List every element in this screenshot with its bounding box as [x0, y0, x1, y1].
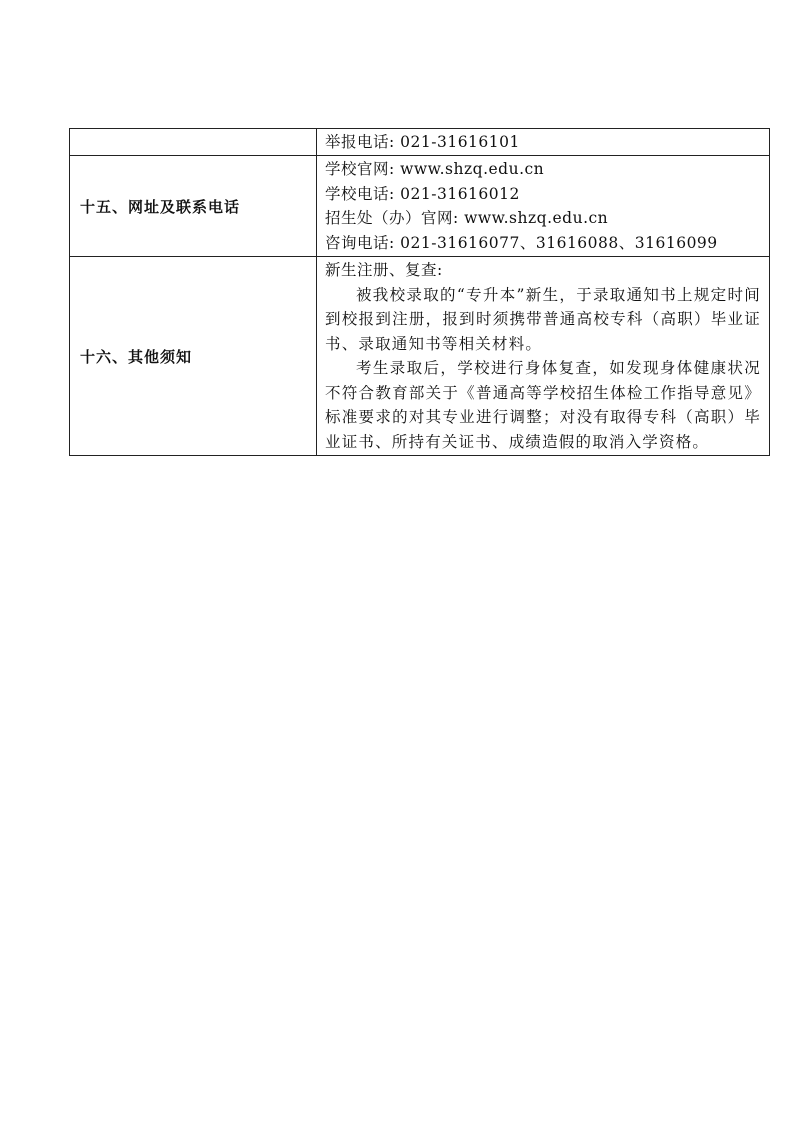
contact-content-cell — [317, 156, 770, 257]
notice-content-cell — [317, 257, 770, 456]
table-row-report — [70, 129, 770, 156]
admission-office-website-line: 招生处（办）官网: www.shzq.edu.cn — [325, 209, 609, 227]
notice-heading: 新生注册、复查: — [325, 261, 443, 279]
consultation-phone-line: 咨询电话: 021-31616077、31616088、31616099 — [325, 233, 718, 252]
report-content-cell — [317, 129, 770, 156]
report-phone: 举报电话: 021-31616101 — [325, 132, 520, 151]
contact-label: 十五、网址及联系电话 — [70, 156, 317, 257]
table-row-notice — [70, 257, 770, 456]
report-label-cell — [70, 129, 317, 156]
table-row-contact — [70, 156, 770, 257]
registration-paragraph: 被我校录取的“专升本”新生，于录取通知书上规定时间到校报到注册，报到时须携带普通高校专科（高职）毕业证书、录取通知书等相关材料。 — [325, 285, 761, 353]
notice-label: 十六、其他须知 — [70, 257, 317, 456]
admission-info-table — [69, 128, 770, 456]
school-phone-line: 学校电话: 021-31616012 — [325, 184, 520, 203]
school-website-line: 学校官网: www.shzq.edu.cn — [325, 160, 545, 178]
health-check-paragraph: 考生录取后，学校进行身体复查，如发现身体健康状况不符合教育部关于《普通高等学校招生体检工作指导意见》标准要求的对其专业进行调整；对没有取得专科（高职）毕业证书、所持有关证书、成绩造假的取消入学资格。 — [325, 359, 761, 451]
